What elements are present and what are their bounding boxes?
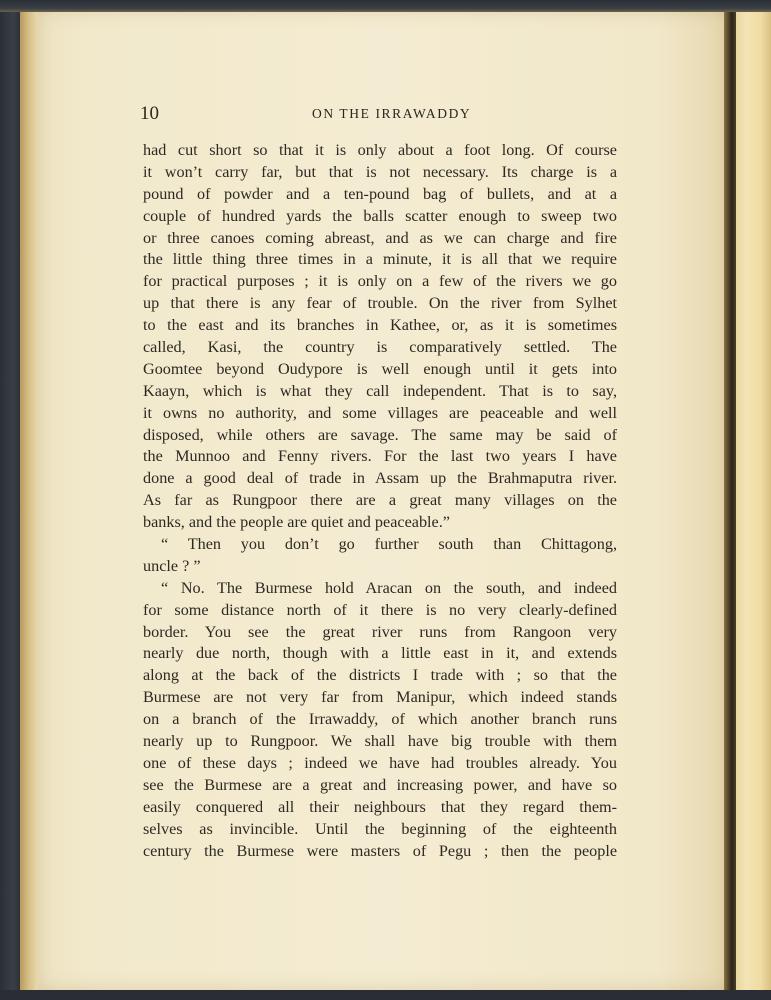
text-line: done a good deal of trade in Assam up the Brahmaputra river. <box>143 469 617 488</box>
text-line: disposed, while others are savage. The same may be said of <box>143 425 617 444</box>
text-line: “ No. The Burmese hold Aracan on the south, and indeed <box>161 578 617 597</box>
text-line: it owns no authority, and some villages are peaceable and well <box>143 403 617 422</box>
text-line: banks, and the people are quiet and peaceable.” <box>143 513 450 532</box>
scan-top-edge <box>0 0 771 12</box>
running-title: ON THE IRRAWADDY <box>312 106 472 121</box>
text-line: along at the back of the districts I trade with ; so that the <box>143 666 617 685</box>
text-line: up that there is any fear of trouble. On the river from Sylhet <box>143 294 617 313</box>
text-line: Goomtee beyond Oudypore is well enough until it gets into <box>143 359 617 378</box>
text-line: to the east and its branches in Kathee, or, as it is sometimes <box>143 316 617 335</box>
text-line: for some distance north of it there is no very clearly-defined <box>143 600 617 619</box>
scan-bottom-edge <box>0 990 771 1000</box>
text-line: selves as invincible. Until the beginning of the eighteenth <box>143 819 617 838</box>
text-line: it won’t carry far, but that is not necessary. Its charge is a <box>143 162 617 181</box>
right-page-edges <box>736 6 771 996</box>
page-number: 10 <box>140 103 159 124</box>
text-line: As far as Rungpoor there are a great many villages on the <box>143 491 617 510</box>
text-line: easily conquered all their neighbours that they regard them- <box>143 797 617 816</box>
text-line: see the Burmese are a great and increasing power, and have so <box>143 775 617 794</box>
text-line: the little thing three times in a minute, it is all that we require <box>143 250 617 269</box>
text-line: had cut short so that it is only about a foot long. Of course <box>143 141 617 159</box>
text-line: Burmese are not very far from Manipur, which indeed stands <box>143 688 617 707</box>
text-line: the Munnoo and Fenny rivers. For the last two years I have <box>143 447 617 466</box>
running-head <box>140 103 620 127</box>
text-line: nearly up to Rungpoor. We shall have big trouble with them <box>143 732 617 751</box>
text-line: for practical purposes ; it is only on a few of the rivers we go <box>143 272 617 291</box>
text-line: or three canoes coming abreast, and as we can charge and fire <box>143 228 617 247</box>
text-line: on a branch of the Irrawaddy, of which another branch runs <box>143 710 617 729</box>
text-line: pound of powder and a ten-pound bag of bullets, and at a <box>143 184 617 203</box>
text-line: nearly due north, though with a little east in it, and extends <box>143 644 617 663</box>
book-cover-edge <box>0 0 22 1000</box>
text-line: border. You see the great river runs from Rangoon very <box>143 622 617 641</box>
text-line: “ Then you don’t go further south than Chittagong, <box>161 535 617 554</box>
text-line: uncle ? ” <box>143 556 201 575</box>
text-line: called, Kasi, the country is comparatively settled. The <box>143 338 617 357</box>
text-line: Kaayn, which is what they call independent. That is to say, <box>143 381 617 400</box>
text-line: one of these days ; indeed we have had troubles already. You <box>143 753 617 772</box>
text-line: century the Burmese were masters of Pegu ; then the people <box>143 841 617 860</box>
body-text <box>143 140 617 862</box>
text-line: couple of hundred yards the balls scatter enough to sweep two <box>143 206 617 225</box>
